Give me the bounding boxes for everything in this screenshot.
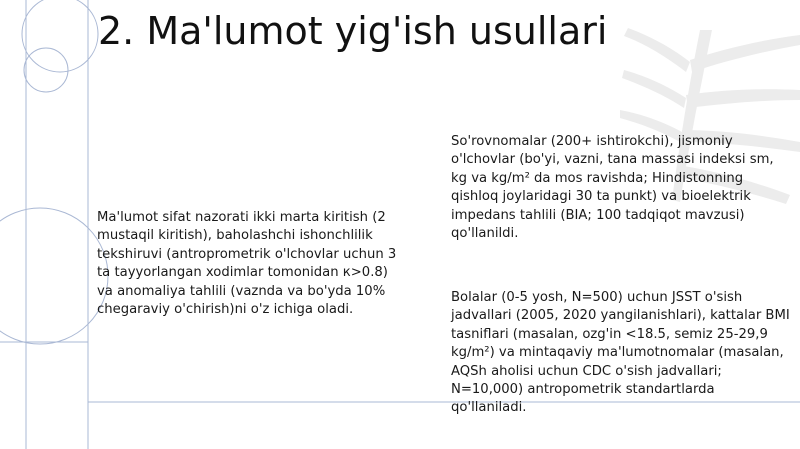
bottom-left-circle	[0, 208, 108, 344]
right-paragraph-bottom: Bolalar (0-5 yosh, N=500) uchun JSST o'sish jadvallari (2005, 2020 yangilanishlari), kattalar BMI tasniflari (masalan, ozg'in <18.5, semiz 25-29,9 kg/m²) va mintaqaviy ma'lumotnomalar (masalan, AQSh aholisi uchun CDC o'sish jadvallari; N=10,000) antropometrik standartlarda qo'llaniladi.	[451, 290, 790, 416]
slide-title: 2. Ma'lumot yig'ish usullari	[98, 9, 608, 53]
right-paragraph-top: So'rovnomalar (200+ ishtirokchi), jismoniy o'lchovlar (bo'yi, vazni, tana massasi indeksi sm, kg va kg/m² da mos ravishda; Hindistonning qishloq joylaridagi 30 ta punkt) va bioelektrik impedans tahlili (BIA; 100 tadqiqot mavzusi) qo'llanildi.	[451, 134, 774, 242]
top-left-circle-large	[22, 0, 98, 72]
top-left-circle-small	[24, 48, 68, 92]
left-paragraph: Ma'lumot sifat nazorati ikki marta kiritish (2 mustaqil kiritish), baholashchi ishonchlilik tekshiruvi (antroprometrik o'lchovlar uchun 3 ta tayyorlangan xodimlar tomonidan к>0.8) va anomaliya tahlili (vaznda va bo'yda 10% chegaraviy o'chirish)ni o'z ichiga oladi.	[97, 210, 397, 318]
